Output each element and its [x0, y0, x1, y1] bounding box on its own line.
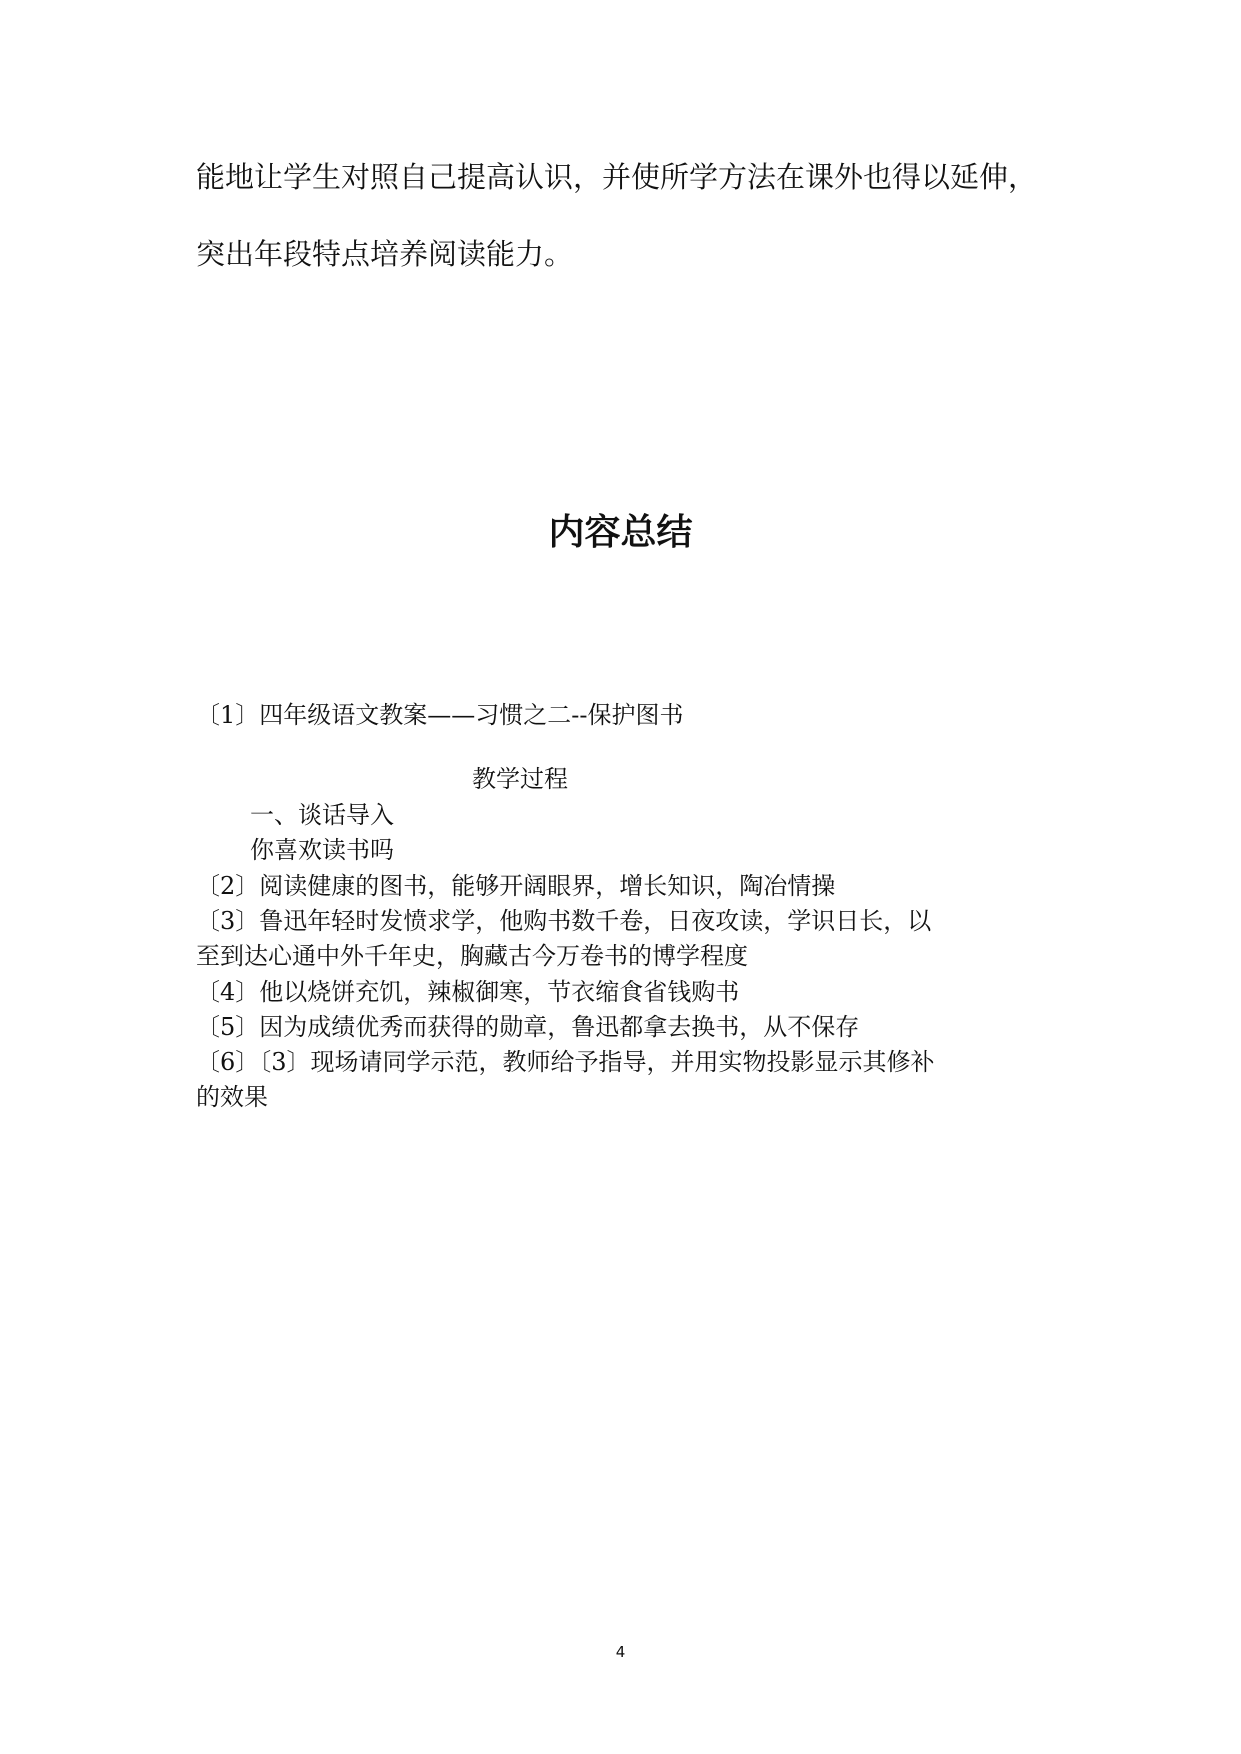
intro-line-2: 突出年段特点培养阅读能力。: [196, 237, 574, 271]
summary-item-6-line-2: 的效果: [196, 1083, 268, 1111]
question-line: 你喜欢读书吗: [250, 836, 394, 864]
summary-item-3-line-2: 至到达心通中外千年史，胸藏古今万卷书的博学程度: [196, 942, 748, 970]
teaching-process-heading: 教学过程: [472, 765, 568, 793]
summary-item-6-line-1: 〔6〕〔3〕现场请同学示范，教师给予指导，并用实物投影显示其修补: [196, 1048, 935, 1076]
intro-line-1: 能地让学生对照自己提高认识，并使所学方法在课外也得以延伸，: [196, 160, 1038, 194]
summary-item-3-line-1: 〔3〕鲁迅年轻时发愤求学，他购书数千卷，日夜攻读，学识日长，以: [196, 907, 932, 935]
summary-item-1: 〔1〕四年级语文教案——习惯之二--保护图书: [196, 701, 684, 729]
summary-item-4: 〔4〕他以烧饼充饥，辣椒御寒，节衣缩食省钱购书: [196, 978, 740, 1006]
page-number: 4: [615, 1643, 626, 1661]
summary-item-5: 〔5〕因为成绩优秀而获得的勋章，鲁迅都拿去换书，从不保存: [196, 1013, 860, 1041]
summary-title: 内容总结: [548, 512, 693, 553]
section-heading-1: 一、谈话导入: [250, 801, 394, 829]
summary-item-2: 〔2〕阅读健康的图书，能够开阔眼界，增长知识，陶冶情操: [196, 872, 836, 900]
